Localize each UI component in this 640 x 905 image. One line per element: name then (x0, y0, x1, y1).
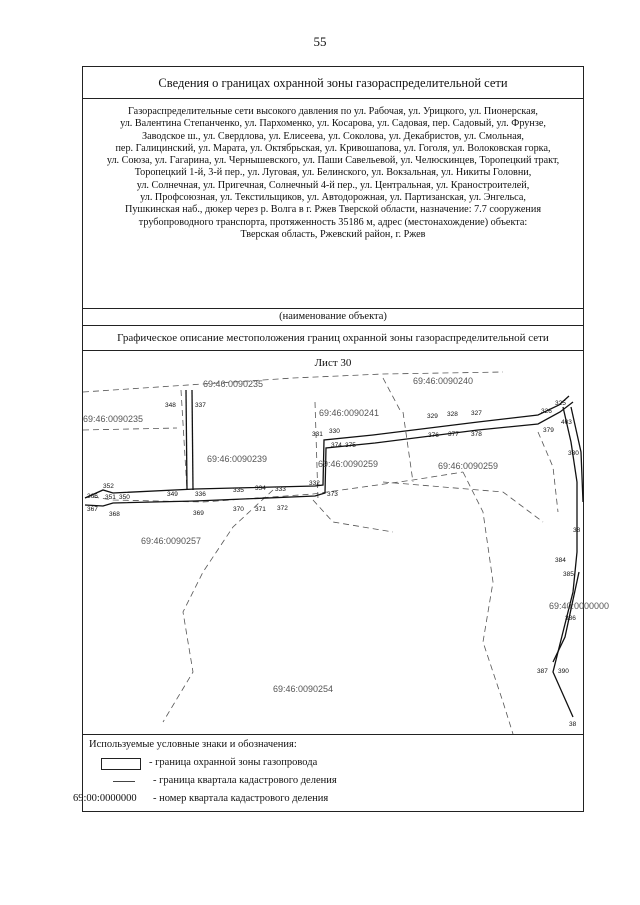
point-label: 390 (558, 668, 569, 675)
cadastral-number: 69:46:0090254 (273, 684, 334, 694)
point-label: 351 (105, 494, 116, 501)
cadastral-boundary (83, 428, 177, 430)
point-label: 377 (448, 431, 459, 438)
point-label: 387 (537, 668, 548, 675)
cadastral-boundary (313, 500, 393, 532)
point-label: 348 (165, 402, 176, 409)
point-label: 336 (195, 491, 206, 498)
point-label: 331 (312, 431, 323, 438)
description-line: Заводское ш., ул. Свердлова, ул. Елисеева, ул. Соколова, ул. Декабристов, ул. Смольная, (142, 130, 524, 142)
point-label: 367 (87, 506, 98, 513)
point-label: 368 (109, 511, 120, 518)
point-label: 379 (543, 427, 554, 434)
cadastral-number: 69:46:0090259 (318, 459, 379, 469)
description-line: ул. Валентина Степанченко, ул. Пархоменко, ул. Косарова, ул. Садовая, пер. Садовый, ул. Фрунзе, (120, 118, 546, 130)
quarter-number-symbol: 69:00:0000000 (73, 793, 137, 804)
legend-text: - граница охранной зоны газопровода (149, 757, 318, 768)
description-line: Торопецкий 1-й, 3-й пер., ул. Луговая, ул. Белинского, ул. Вокзальная, ул. Никиты Головни, (134, 167, 532, 179)
document-title: Сведения о границах охранной зоны газораспределительной сети (83, 67, 583, 99)
point-label: 378 (471, 431, 482, 438)
cadastral-boundary (538, 432, 558, 512)
cadastral-boundary (383, 378, 401, 412)
description-line: пер. Галицинский, ул. Марата, ул. Октябрьская, ул. Кривошапова, ул. Гоголя, ул. Волоковская горка, (115, 142, 551, 154)
description-line: ул. Профсоюзная, ул. Текстильщиков, ул. Автодорожная, ул. Партизанская, ул. Энгельса, (140, 192, 526, 204)
cadastral-number: 69:46:0090240 (413, 376, 474, 386)
point-label: 366 (87, 493, 98, 500)
legend-title: Используемые условные знаки и обозначения: (89, 739, 297, 750)
point-label: 38 (569, 721, 577, 728)
point-label: 369 (193, 510, 204, 517)
description-line: Тверская область, Ржевский район, г. Ржев (240, 228, 426, 240)
quarter-boundary-symbol (113, 781, 135, 782)
cadastral-number: 69:46:0090241 (319, 408, 380, 418)
map-drawing (83, 372, 610, 734)
boundary-map (83, 372, 610, 734)
description-line: Газораспределительные сети высокого давления по ул. Рабочая, ул. Урицкого, ул. Пионерская, (128, 106, 538, 117)
point-label: 380 (568, 450, 579, 457)
protection-zone-boundary (85, 390, 583, 717)
point-label: 376 (428, 432, 439, 439)
point-label: 352 (103, 483, 114, 490)
point-label: 334 (255, 485, 266, 492)
point-label: 38 (573, 527, 581, 534)
point-label: 333 (275, 486, 286, 493)
cadastral-boundary (163, 490, 273, 722)
point-label: 373 (327, 491, 338, 498)
point-label: 328 (447, 411, 458, 418)
cadastral-number: 69:46:0090239 (207, 454, 268, 464)
cadastral-number: 69:40:0000000 (549, 601, 610, 611)
cadastral-boundaries (83, 372, 558, 734)
zone-boundary-symbol (101, 758, 141, 770)
point-label: 325 (555, 400, 566, 407)
cadastral-numbers (83, 376, 609, 694)
point-label: 386 (565, 615, 576, 622)
legend (73, 734, 583, 814)
point-label: 337 (195, 402, 206, 409)
cadastral-boundary (463, 472, 513, 734)
object-name-caption: (наименование объекта) (83, 309, 583, 326)
point-label: 330 (329, 428, 340, 435)
point-label: 385 (563, 571, 574, 578)
point-label: 349 (167, 491, 178, 498)
point-label: 332 (309, 480, 320, 487)
point-labels (87, 400, 581, 728)
description-line: Пушкинская наб., дюкер через р. Волга в г. Ржев Тверской области, назначение: 7.7 сооружения (124, 204, 542, 216)
legend-text: - номер квартала кадастрового деления (153, 793, 329, 804)
cadastral-boundary (383, 482, 543, 522)
cadastral-number: 69:46:0090257 (141, 536, 202, 546)
point-label: 375 (345, 442, 356, 449)
legend-text: - граница квартала кадастрового деления (153, 775, 337, 786)
zone-boundary-vertical (192, 390, 193, 490)
description-line: ул. Солнечная, ул. Пригечная, Солнечный 4-й пер., ул. Центральная, ул. Краностроителей, (136, 179, 530, 191)
point-label: 350 (119, 494, 130, 501)
point-label: 335 (233, 487, 244, 494)
point-label: 372 (277, 505, 288, 512)
point-label: 403 (561, 419, 572, 426)
graphic-description-title: Графическое описание местоположения границ охранной зоны газораспределительной сети (83, 326, 583, 351)
object-description (83, 99, 583, 309)
description-line: трубопроводного транспорта, протяженность 35186 м, адрес (местонахождение) объекта: (138, 216, 528, 228)
page-number: 55 (313, 34, 327, 49)
point-label: 327 (471, 410, 482, 417)
description-line: ул. Союза, ул. Гагарина, ул. Чернышевского, ул. Паши Савельевой, ул. Челюскинцев, Торопецкий тракт, (106, 155, 560, 167)
document-frame (73, 66, 610, 812)
cadastral-number: 69:46:0090259 (438, 461, 499, 471)
point-label: 374 (331, 442, 342, 449)
cadastral-number: 69:46:0090235 (83, 414, 144, 424)
point-label: 384 (555, 557, 566, 564)
cadastral-number: 69:46:0090235 (203, 379, 264, 389)
point-label: 370 (233, 506, 244, 513)
point-label: 329 (427, 413, 438, 420)
sheet-label: Лист 30 (314, 357, 352, 369)
point-label: 371 (255, 506, 266, 513)
cadastral-boundary (403, 412, 413, 482)
point-label: 326 (541, 408, 552, 415)
